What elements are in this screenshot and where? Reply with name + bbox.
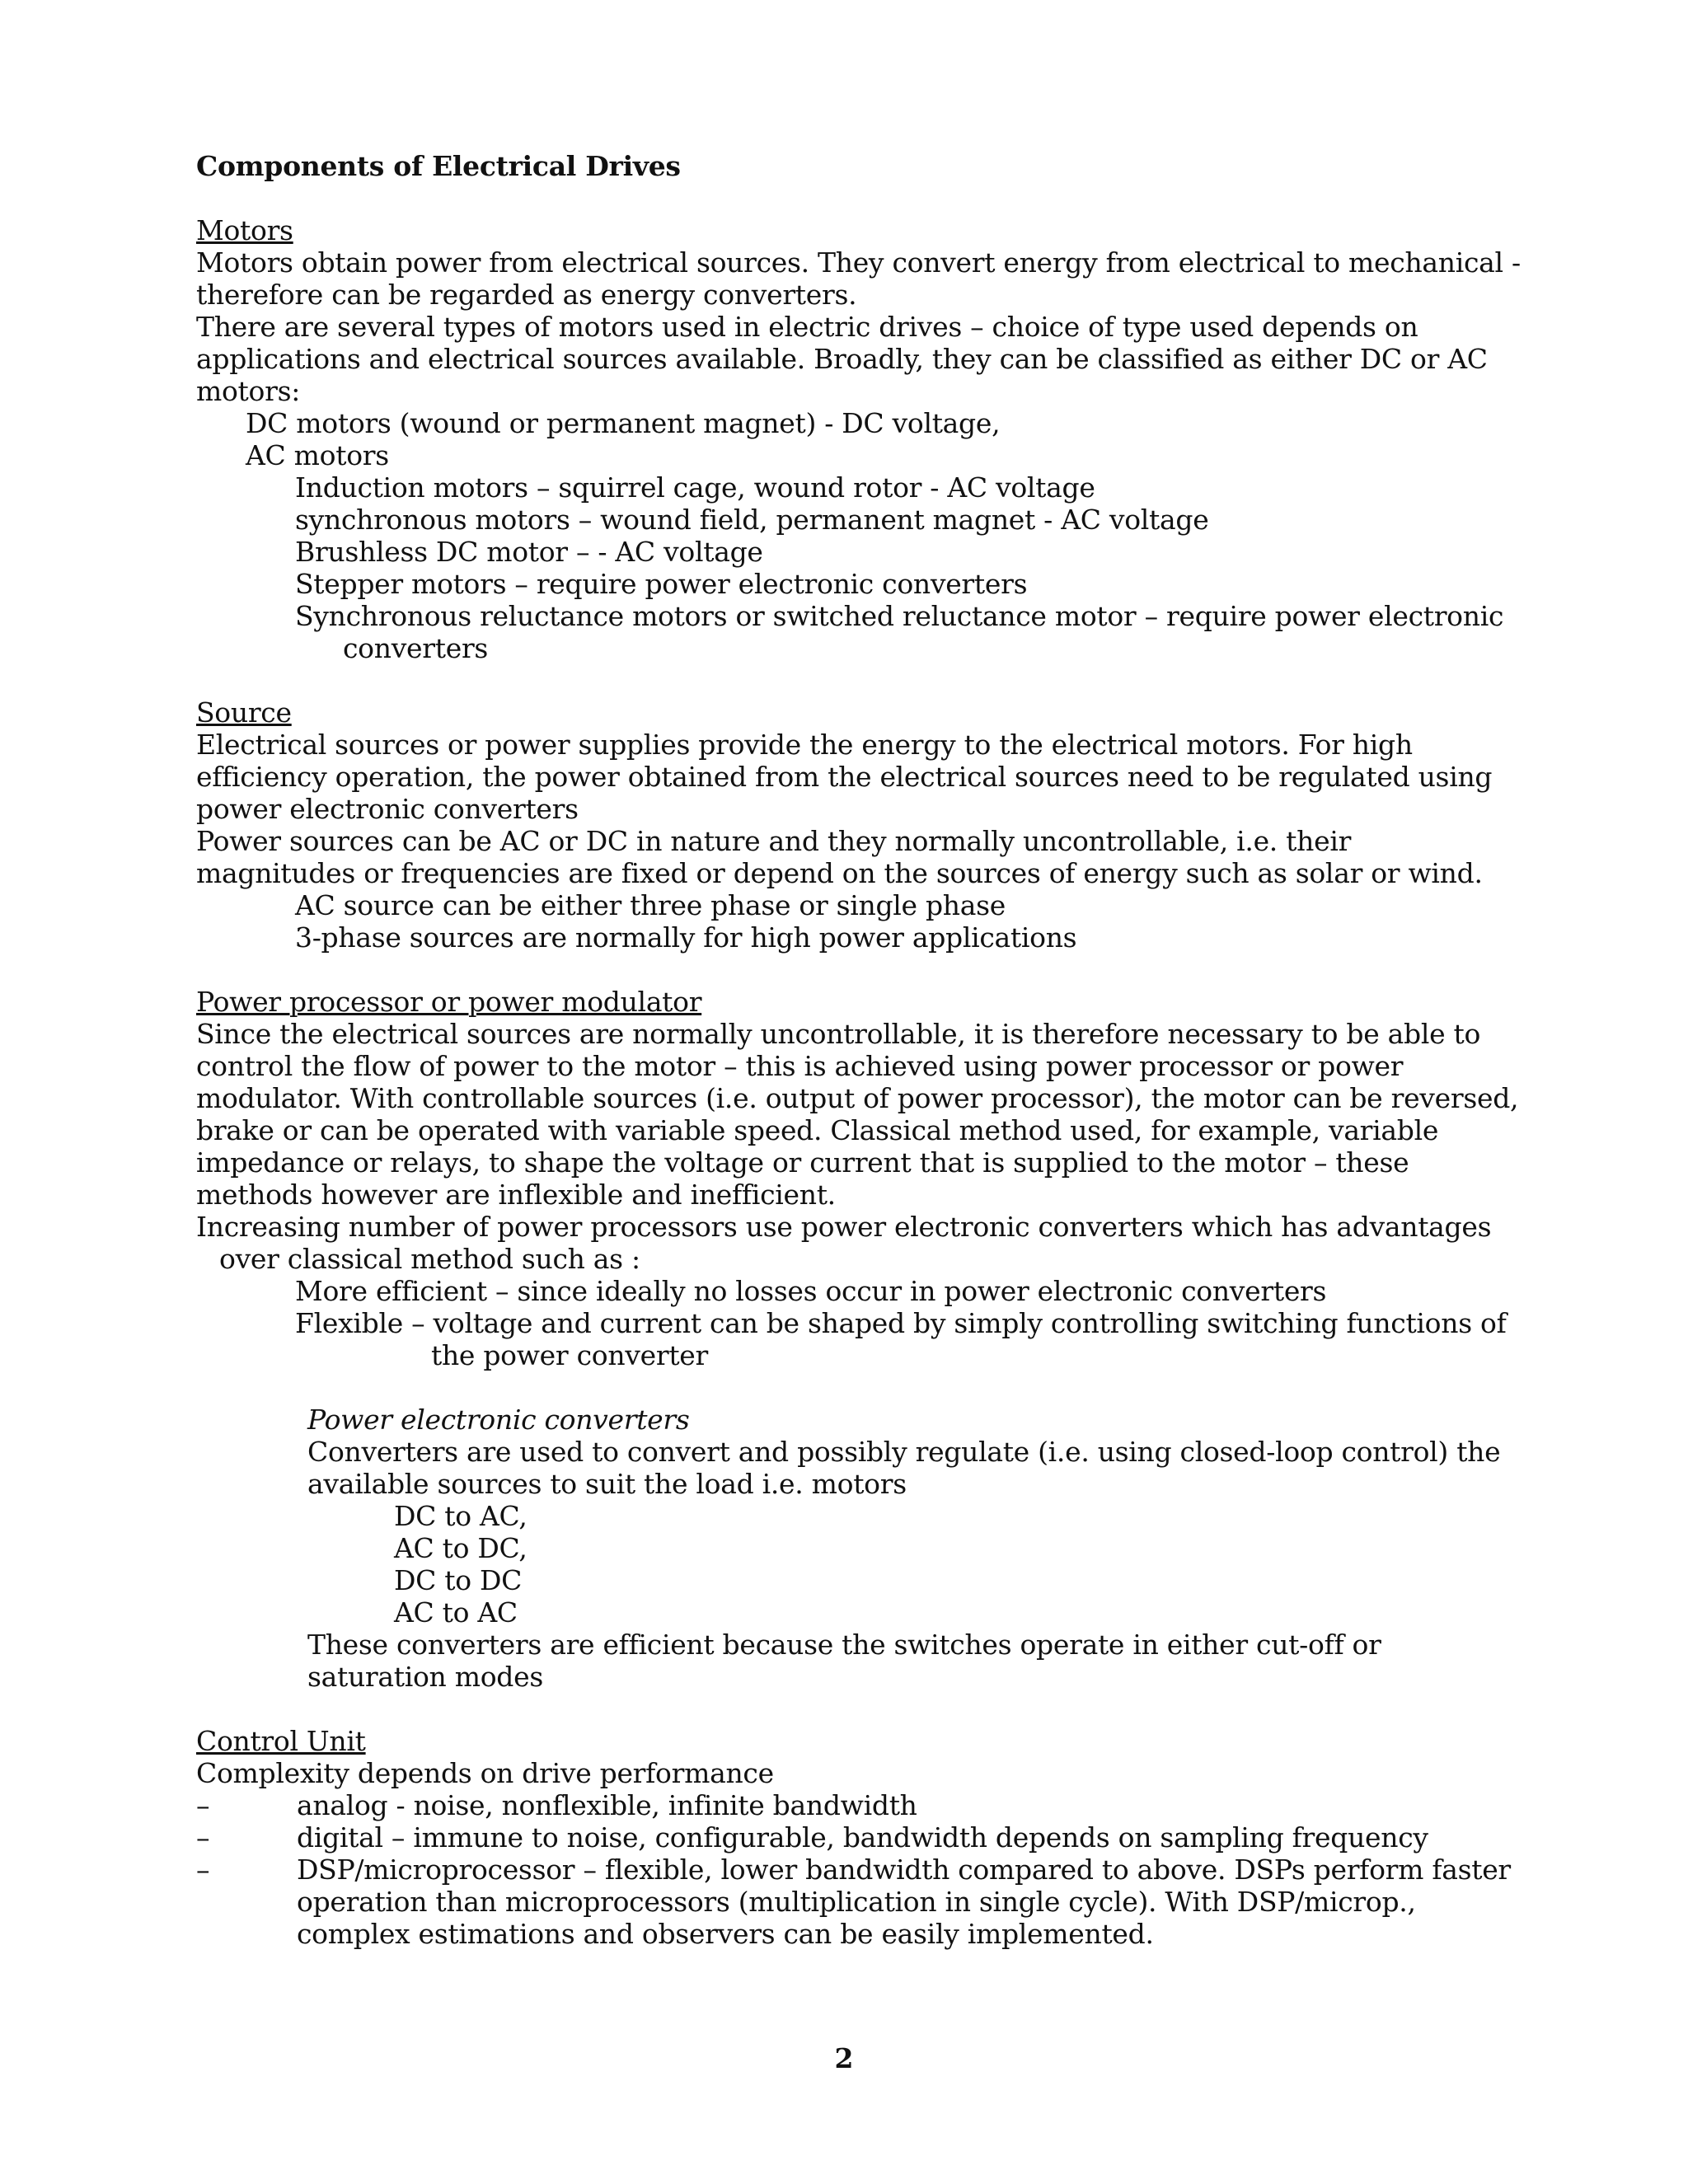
spacer [196, 1371, 1531, 1404]
converter-type: DC to AC, [394, 1500, 528, 1532]
motor-class-dc: DC motors (wound or permanent magnet) - DC voltage, [246, 407, 1001, 439]
paragraph-line: Converters are used to convert and possibly regulate (i.e. using closed-loop control) the [307, 1436, 1501, 1468]
section-heading-source: Source [196, 696, 292, 729]
page-number: 2 [834, 2042, 854, 2074]
paragraph-line: There are several types of motors used in electric drives – choice of type used depends on [196, 311, 1418, 343]
paragraph-line: Power sources can be AC or DC in nature and they normally uncontrollable, i.e. their [196, 825, 1352, 857]
subsection-heading-power-electronic-converters: Power electronic converters [307, 1404, 690, 1436]
paragraph-line: applications and electrical sources available. Broadly, they can be classified as either DC or AC [196, 343, 1488, 375]
ac-motor-type-continuation: converters [343, 632, 489, 664]
paragraph-line: These converters are efficient because the switches operate in either cut-off or [307, 1629, 1381, 1661]
ac-motor-type: Induction motors – squirrel cage, wound rotor - AC voltage [295, 471, 1095, 504]
paragraph-line: brake or can be operated with variable speed. Classical method used, for example, variable [196, 1114, 1439, 1146]
spacer [196, 954, 1531, 986]
section-heading-power-processor: Power processor or power modulator [196, 986, 702, 1018]
paragraph-line: magnitudes or frequencies are fixed or depend on the sources of energy such as solar or wind. [196, 857, 1483, 889]
list-item [196, 1789, 1531, 1821]
paragraph-line: impedance or relays, to shape the voltage or current that is supplied to the motor – these [196, 1146, 1409, 1179]
paragraph-line: Complexity depends on drive performance [196, 1757, 774, 1789]
paragraph-line: Increasing number of power processors use power electronic converters which has advantages [196, 1211, 1492, 1243]
paragraph-line: Motors obtain power from electrical sources. They convert energy from electrical to mechanical - [196, 246, 1521, 279]
motor-class-ac: AC motors [246, 439, 389, 471]
paragraph-line: efficiency operation, the power obtained from the electrical sources need to be regulated using [196, 761, 1493, 793]
section-heading-control-unit: Control Unit [196, 1725, 366, 1757]
paragraph-line: available sources to suit the load i.e. motors [307, 1468, 907, 1500]
list-item [196, 1854, 1531, 1886]
dash-bullet: – [196, 1854, 210, 1886]
source-item: AC source can be either three phase or single phase [295, 889, 1006, 921]
source-item: 3-phase sources are normally for high power applications [295, 921, 1077, 954]
ac-motor-type: Brushless DC motor – - AC voltage [295, 536, 763, 568]
dash-bullet: – [196, 1789, 210, 1821]
list-item-text: analog - noise, nonflexible, infinite bandwidth [297, 1789, 917, 1821]
paragraph-line-continuation: over classical method such as : [219, 1243, 640, 1275]
list-item-continuation: operation than microprocessors (multiplication in single cycle). With DSP/microp., [297, 1886, 1416, 1918]
advantage-item-continuation: the power converter [431, 1339, 708, 1371]
spacer [196, 1693, 1531, 1725]
advantage-item: More efficient – since ideally no losses occur in power electronic converters [295, 1275, 1327, 1307]
paragraph-line: therefore can be regarded as energy converters. [196, 279, 857, 311]
converter-type: AC to DC, [394, 1532, 528, 1564]
list-item [196, 1821, 1531, 1854]
converter-type: DC to DC [394, 1564, 523, 1596]
list-item-continuation: complex estimations and observers can be easily implemented. [297, 1918, 1154, 1950]
paragraph-line: Since the electrical sources are normally uncontrollable, it is therefore necessary to be able to [196, 1018, 1481, 1050]
paragraph-line: methods however are inflexible and inefficient. [196, 1179, 836, 1211]
paragraph-line: saturation modes [307, 1661, 543, 1693]
list-item-text: digital – immune to noise, configurable, bandwidth depends on sampling frequency [297, 1821, 1428, 1854]
paragraph-line: modulator. With controllable sources (i.e. output of power processor), the motor can be reversed, [196, 1082, 1519, 1114]
paragraph-line: control the flow of power to the motor – this is achieved using power processor or power [196, 1050, 1404, 1082]
list-item-text: DSP/microprocessor – flexible, lower bandwidth compared to above. DSPs perform faster [297, 1854, 1511, 1886]
ac-motor-type: Synchronous reluctance motors or switched reluctance motor – require power electronic [295, 600, 1504, 632]
paragraph-line: motors: [196, 375, 301, 407]
paragraph-line: Electrical sources or power supplies provide the energy to the electrical motors. For high [196, 729, 1413, 761]
advantage-item: Flexible – voltage and current can be shaped by simply controlling switching functions of [295, 1307, 1507, 1339]
converter-type: AC to AC [394, 1596, 518, 1629]
document-title: Components of Electrical Drives [196, 150, 681, 182]
document-body [196, 150, 1531, 1950]
spacer [196, 182, 1531, 214]
section-heading-motors: Motors [196, 214, 293, 246]
spacer [196, 664, 1531, 696]
dash-bullet: – [196, 1821, 210, 1854]
ac-motor-type: synchronous motors – wound field, permanent magnet - AC voltage [295, 504, 1209, 536]
ac-motor-type: Stepper motors – require power electronic converters [295, 568, 1028, 600]
paragraph-line: power electronic converters [196, 793, 579, 825]
